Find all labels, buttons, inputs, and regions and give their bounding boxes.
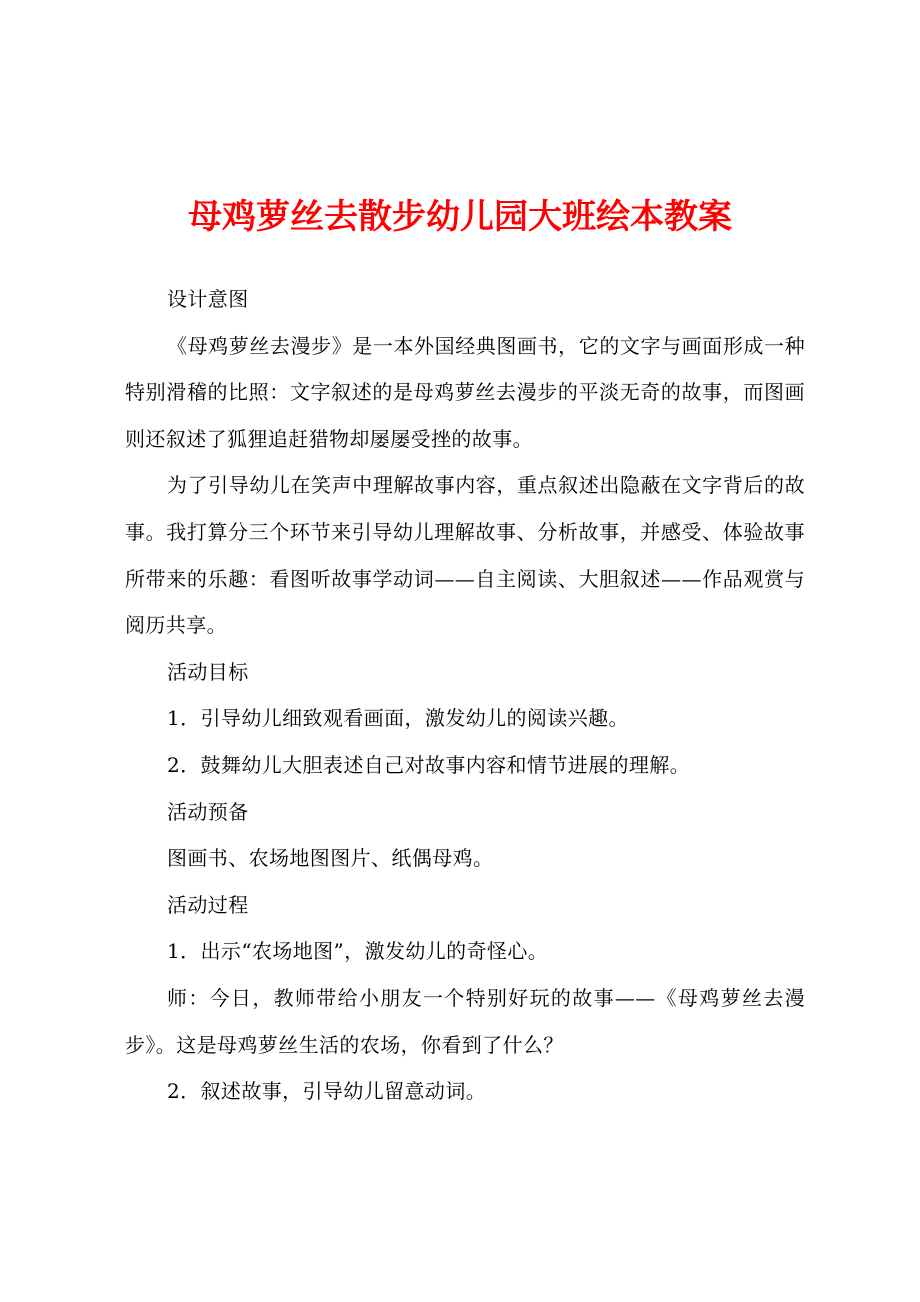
- paragraph-teaching-plan: 为了引导幼儿在笑声中理解故事内容，重点叙述出隐蔽在文字背后的故事。我打算分三个环节来引导幼儿理解故事、分析故事，并感受、体验故事所带来的乐趣：看图听故事学动词——自主阅读、大胆叙述——作品观赏与阅历共享。: [125, 473, 805, 638]
- goal-item-2: 2．鼓舞幼儿大胆表述自己对故事内容和情节进展的理解。: [167, 752, 691, 777]
- document-title: 母鸡萝丝去散步幼儿园大班绘本教案: [188, 197, 732, 237]
- section-heading-design-intent: 设计意图: [167, 287, 249, 311]
- process-step-1: 1．出示“农场地图”，激发幼儿的奇怪心。: [167, 939, 549, 964]
- paragraph-book-intro: 《母鸡萝丝去漫步》是一本外国经典图画书，它的文字与画面形成一种特别滑稽的比照：文字叙述的是母鸡萝丝去漫步的平淡无奇的故事，而图画则还叙述了狐狸追赶猎物却屡屡受挫的故事。: [125, 333, 805, 451]
- preparation-materials: 图画书、农场地图图片、纸偶母鸡。: [167, 846, 494, 871]
- document-body: [125, 276, 805, 1115]
- teacher-dialogue: 师：今日，教师带给小朋友一个特别好玩的故事——《母鸡萝丝去漫步》。这是母鸡萝丝生活的农场，你看到了什么？: [125, 985, 805, 1057]
- section-heading-activity-preparation: 活动预备: [167, 799, 249, 824]
- section-heading-activity-process: 活动过程: [167, 892, 249, 917]
- goal-item-1: 1．引导幼儿细致观看画面，激发幼儿的阅读兴趣。: [167, 706, 629, 731]
- section-heading-activity-goals: 活动目标: [167, 659, 249, 684]
- process-step-2: 2．叙述故事，引导幼儿留意动词。: [167, 1079, 487, 1104]
